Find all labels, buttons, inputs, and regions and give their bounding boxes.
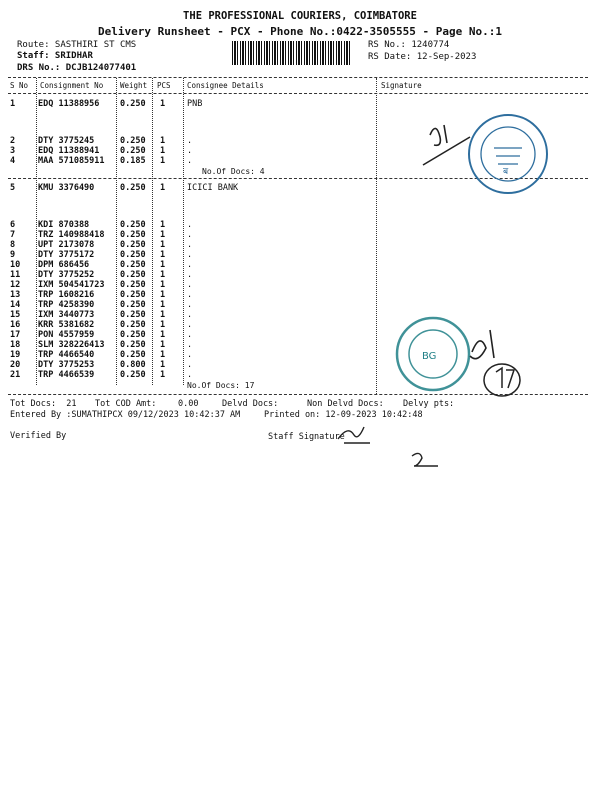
col-signature: Signature	[381, 81, 422, 90]
table-row: 16 KRR 5381682 0.250 1 .	[10, 320, 193, 330]
svg-text:ब: ब	[503, 167, 509, 177]
total-cod-value: 0.00	[178, 399, 199, 409]
group-doc-count: No.Of Docs: 17	[187, 381, 255, 390]
printed-on: Printed on: 12-09-2023 10:42:48	[264, 410, 423, 420]
table-row: 7 TRZ 140988418 0.250 1 .	[10, 230, 193, 240]
handwritten-signature	[418, 115, 478, 170]
table-row: 14 TRP 4258390 0.250 1 .	[10, 300, 193, 310]
route-label: Route: SASTHIRI ST CMS	[17, 40, 137, 50]
table-row: 6 KDI 870388 0.250 1 .	[10, 220, 193, 230]
table-row: 1 EDQ 11388956 0.250 1 PNB	[10, 99, 203, 109]
staff-signature-scribble	[336, 425, 376, 445]
table-row: 19 TRP 4466540 0.250 1 .	[10, 350, 193, 360]
table-row: 10 DPM 686456 0.250 1 .	[10, 260, 193, 270]
barcode-image	[232, 41, 352, 65]
table-row: 9 DTY 3775172 0.250 1 .	[10, 250, 193, 260]
col-weight: Weight	[120, 81, 148, 90]
table-row: 17 PON 4557959 0.250 1 .	[10, 330, 193, 340]
table-row: 11 DTY 3775252 0.250 1 .	[10, 270, 193, 280]
col-pcs: PCS	[157, 81, 171, 90]
table-row: 21 TRP 4466539 0.250 1 .	[10, 370, 193, 380]
total-docs: Tot Docs: 21	[10, 399, 77, 409]
non-delivered-docs: Non Delvd Docs:	[307, 399, 384, 409]
verified-by: Verified By	[10, 431, 67, 441]
table-row: 15 IXM 3440773 0.250 1 .	[10, 310, 193, 320]
col-consignment: Consignment No	[40, 81, 104, 90]
delivered-docs: Delvd Docs:	[222, 399, 279, 409]
table-row: 8 UPT 2173078 0.250 1 .	[10, 240, 193, 250]
total-cod-label: Tot COD Amt:	[95, 399, 157, 409]
divider	[8, 93, 588, 94]
runsheet-subtitle: Delivery Runsheet - PCX - Phone No.:0422-3505555 - Page No.:1	[98, 25, 502, 38]
col-sno: S No	[10, 81, 29, 90]
bank-seal-pnb	[466, 112, 550, 196]
table-row: 20 DTY 3775253 0.800 1 .	[10, 360, 193, 370]
table-row: 3 EDQ 11388941 0.250 1 .	[10, 146, 193, 156]
table-row: 13 TRP 1608216 0.250 1 .	[10, 290, 193, 300]
bank-seal-icici	[393, 314, 473, 394]
drs-number: DRS No.: DCJB124077401	[17, 63, 137, 73]
group-doc-count: No.Of Docs: 4	[202, 167, 265, 176]
entered-by: Entered By :SUMATHIPCX 09/12/2023 10:42:37 AM	[10, 410, 241, 420]
rs-date: RS Date: 12-Sep-2023	[368, 52, 477, 62]
table-row: 5 KMU 3376490 0.250 1 ICICI BANK	[10, 183, 239, 193]
staff-label: Staff: SRIDHAR	[17, 51, 93, 61]
staff-signature-label: Staff Signature	[268, 432, 345, 442]
table-row: 12 IXM 504541723 0.250 1 .	[10, 280, 193, 290]
svg-text:BG: BG	[422, 351, 437, 362]
table-row: 18 SLM 328226413 0.250 1 .	[10, 340, 193, 350]
company-title: THE PROFESSIONAL COURIERS, COIMBATORE	[183, 10, 417, 22]
handwritten-initials	[462, 322, 532, 402]
delivery-points: Delvy pts:	[403, 399, 455, 409]
col-consignee: Consignee Details	[187, 81, 264, 90]
rs-number: RS No.: 1240774	[368, 40, 450, 50]
table-row: 4 MAA 571085911 0.185 1 .	[10, 156, 193, 166]
handwritten-mark	[408, 450, 444, 468]
divider	[8, 77, 588, 78]
table-row: 2 DTY 3775245 0.250 1 .	[10, 136, 193, 146]
